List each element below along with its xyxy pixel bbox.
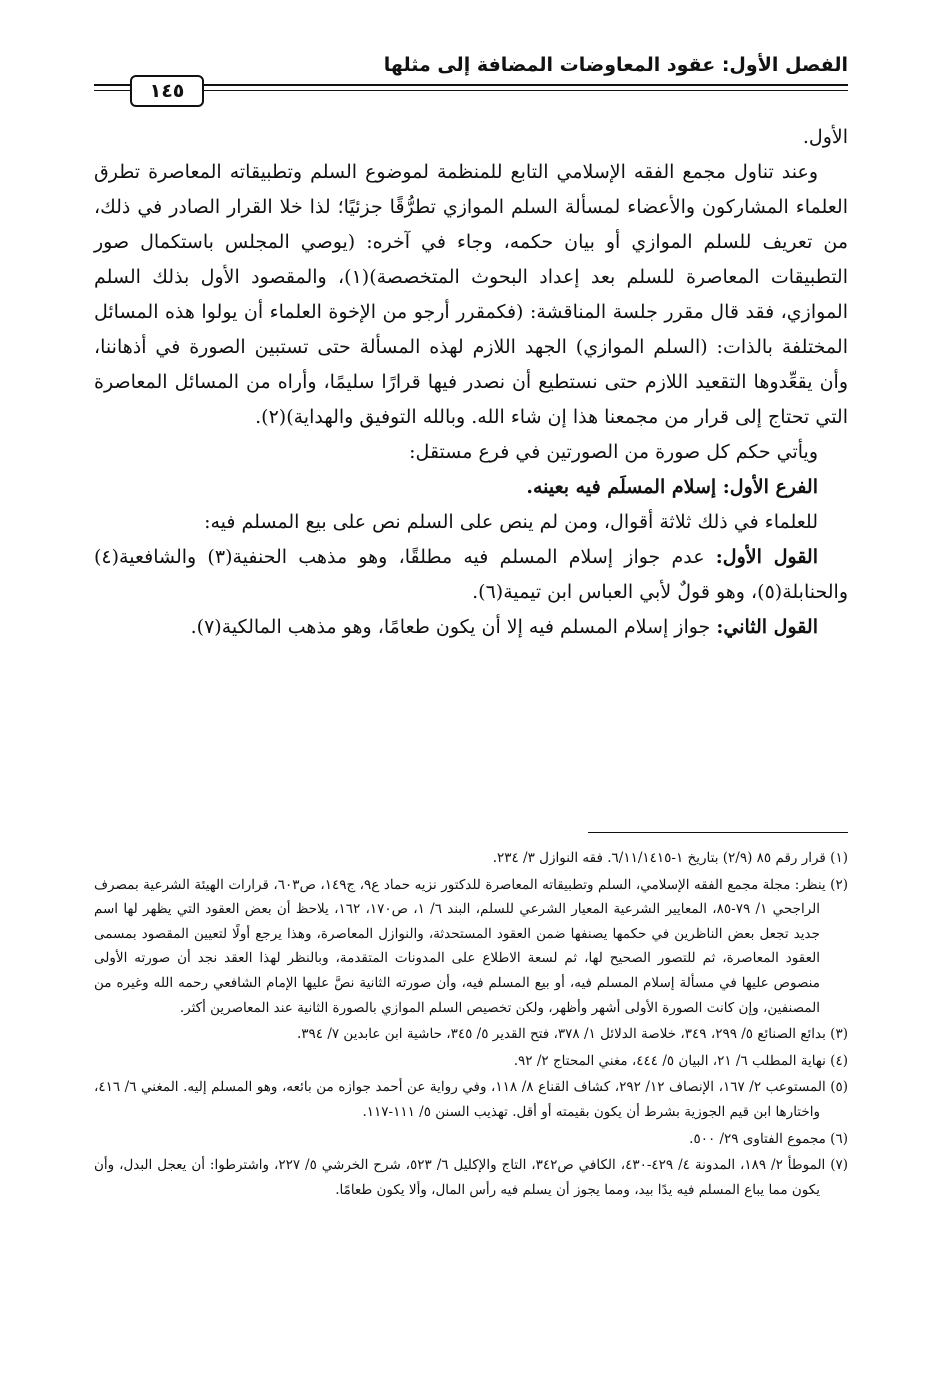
section-heading: الفرع الأول: إسلام المسلَم فيه بعينه.: [526, 476, 818, 498]
footnote: (٣) بدائع الصنائع ٥/ ٢٩٩، ٣٤٩، خلاصة الدلائل ١/ ٣٧٨، فتح القدير ٥/ ٣٤٥، حاشية ابن عابدين ٧/ ٣٩٤.: [296, 1026, 848, 1043]
opinion-text: عدم جواز إسلام المسلم فيه مطلقًا، وهو مذهب الحنفية(٣) والشافعية(٤) والحنابلة(٥)، وهو قولٌ لأبي العباس ابن تيمية(٦).: [94, 546, 848, 603]
paragraph: للعلماء في ذلك ثلاثة أقوال، ومن لم ينص على السلم نص على بيع المسلم فيه:: [204, 511, 818, 533]
paragraph: الأول.: [802, 126, 848, 148]
footnote: (٥) المستوعب ٢/ ١٦٧، الإنصاف ١٢/ ٢٩٢، كشاف القناع ٨/ ١١٨، وفي رواية عن أحمد جوازه من بائعه، وهو المسلم إليه. المغني ٦/ ٤١٦، واختارها ابن قيم الجوزية بشرط أن يكون بقيمته أو أقل. تهذيب السنن ٥/ ١١١-١١٧.: [94, 1079, 849, 1120]
footnotes: [94, 846, 848, 1204]
header-rule: [94, 84, 848, 86]
paragraph: [94, 610, 848, 645]
header-rule-thin: [94, 90, 848, 91]
opinion-label: القول الثاني:: [716, 616, 818, 638]
opinion-label: القول الأول:: [715, 546, 818, 568]
paragraph: ويأتي حكم كل صورة من الصورتين في فرع مستقل:: [409, 441, 818, 463]
page-header: [94, 54, 848, 102]
opinion-text: جواز إسلام المسلم فيه إلا أن يكون طعامًا، وهو مذهب المالكية(٧).: [190, 616, 717, 638]
paragraph: وعند تناول مجمع الفقه الإسلامي التابع للمنظمة لموضوع السلم وتطبيقاته المعاصرة تطرق العلماء المشاركون والأعضاء لمسألة السلم الموازي تطرُّقًا جزئيًا؛ لذا خلا القرار الصادر في ذلك، من تعريف للسلم الموازي أو بيان حكمه، وجاء في آخره: (يوصي المجلس باستكمال صور التطبيقات المعاصرة للسلم بعد إعداد البحوث المتخصصة)(١)، والمقصود الأول بذلك السلم الموازي، فقد قال مقرر جلسة المناقشة: (فكمقرر أرجو من الإخوة العلماء أن يولوا هذه المسائل المختلفة بالذات: (السلم الموازي) الجهد اللازم لهذه المسألة حتى تستبين الصورة في أذهاننا، وأن يقعِّدوها التقعيد اللازم حتى نستطيع أن نصدر فيها قرارًا سليمًا، وأراه من المسائل المعاصرة التي تحتاج إلى قرار من مجمعنا هذا إن شاء الله. وبالله التوفيق والهداية)(٢).: [94, 161, 849, 428]
footnote-separator: [588, 832, 848, 833]
footnote: (٤) نهاية المطلب ٦/ ٢١، البيان ٥/ ٤٤٤، مغني المحتاج ٢/ ٩٢.: [513, 1052, 848, 1069]
footnote: (٧) الموطأ ٢/ ١٨٩، المدونة ٤/ ٤٢٩-٤٣٠، الكافي ص٣٤٢، التاج والإكليل ٦/ ٥٢٣، شرح الخرشي ٥/ ٢٢٧، واشترطوا: أن يعجل البدل، وأن يكون مما يباع المسلم فيه يدًا بيد، ومما يجوز أن يسلم فيه رأس المال، وألا يكون طعامًا.: [94, 1157, 849, 1198]
running-title: الفصل الأول: عقود المعاوضات المضافة إلى مثلها: [383, 54, 848, 76]
footnote: (٦) مجموع الفتاوى ٢٩/ ٥٠٠.: [689, 1130, 848, 1147]
main-text: [94, 120, 848, 645]
page-number: ١٤٥: [130, 75, 204, 107]
paragraph: [94, 540, 848, 610]
footnote: (١) قرار رقم ٨٥ (٢/٩) بتاريخ ١-٦/١١/١٤١٥. فقه النوازل ٣/ ٢٣٤.: [492, 850, 848, 866]
footnote: (٢) ينظر: مجلة مجمع الفقه الإسلامي، السلم وتطبيقاته المعاصرة للدكتور نزيه حماد ع٩، ج١٤٩، ص٦٠٣، قرارات الهيئة الشرعية بمصرف الراجحي ١/ ٧٩-٨٥، المعايير الشرعية المعيار الشرعي للسلم، البند ٦/ ١، ص١٧٠، ١٦٢، يلاحظ أن بعض العقود التي يظهر لها اسم جديد تجعل بعض الناظرين في حكمها يصنفها ضمن العقود المستحدثة، والنوازل المعاصرة، وهذا يرجع أولًا لتعيين المقصود بمسمى العقود المعاصرة، ثم للتصور الصحيح لها، ثم لسعة الاطلاع على المدونات المتقدمة، وبالنظر لهذا العقد نجد أن صورته الأولى منصوص عليها في مسألة إسلام المسلم فيه، أو بيع المسلم فيه، وأن صورته الثانية نصَّ عليها الإمام الشافعي رحمه الله وغيره من المصنفين، وإن كانت الصورة الأولى أشهر وأظهر، ولكن تخصيص السلم الموازي بالصورة الثانية عند المعاصرين أكثر.: [94, 876, 848, 1016]
